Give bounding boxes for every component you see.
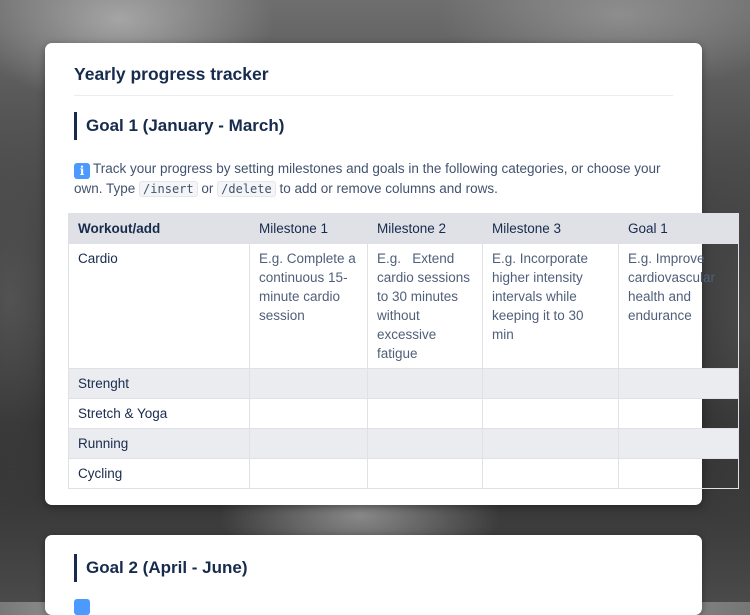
progress-table-container[interactable]	[68, 213, 716, 487]
table-cell[interactable]	[250, 429, 368, 459]
progress-table	[68, 213, 739, 489]
goal-2-card	[45, 535, 702, 615]
table-cell[interactable]	[619, 399, 739, 429]
table-cell[interactable]	[483, 459, 619, 489]
table-cell[interactable]	[368, 459, 483, 489]
goal-2-heading-text: Goal 2 (April - June)	[86, 558, 248, 577]
column-header[interactable]: Milestone 2	[368, 214, 483, 244]
table-row	[69, 459, 739, 489]
table-cell[interactable]	[250, 459, 368, 489]
heading-accent-bar	[74, 554, 77, 582]
table-header-row	[69, 214, 739, 244]
table-cell[interactable]	[619, 429, 739, 459]
info-text-or: or	[197, 181, 218, 196]
table-cell[interactable]	[483, 429, 619, 459]
row-header[interactable]: Strenght	[69, 369, 250, 399]
column-header[interactable]: Milestone 1	[250, 214, 368, 244]
title-divider	[74, 95, 673, 96]
table-cell[interactable]	[619, 369, 739, 399]
table-cell[interactable]	[250, 399, 368, 429]
info-icon: i	[74, 163, 90, 179]
table-cell[interactable]: E.g. Extend cardio sessions to 30 minutes without excessive fatigue	[368, 244, 483, 369]
info-text-before: Track your progress by setting milestones and goals in the following categories, or choose your own. Type	[74, 161, 661, 196]
info-icon	[74, 599, 90, 615]
row-header[interactable]: Running	[69, 429, 250, 459]
goal-2-heading	[74, 554, 248, 582]
table-cell[interactable]	[368, 429, 483, 459]
delete-command: /delete	[217, 181, 276, 197]
table-row	[69, 399, 739, 429]
column-header[interactable]: Milestone 3	[483, 214, 619, 244]
table-cell[interactable]	[483, 399, 619, 429]
table-cell[interactable]	[619, 459, 739, 489]
info-text-after: to add or remove columns and rows.	[275, 181, 498, 196]
insert-command: /insert	[139, 181, 198, 197]
table-cell[interactable]: E.g. Incorporate higher intensity intervals while keeping it to 30 min	[483, 244, 619, 369]
table-row	[69, 429, 739, 459]
goal-1-card	[45, 43, 716, 505]
column-header[interactable]: Goal 1	[619, 214, 739, 244]
table-row	[69, 369, 739, 399]
goal-1-heading-text: Goal 1 (January - March)	[86, 116, 285, 135]
row-header[interactable]: Cycling	[69, 459, 250, 489]
table-cell[interactable]	[483, 369, 619, 399]
table-row	[69, 244, 739, 369]
table-cell[interactable]	[250, 369, 368, 399]
table-cell[interactable]: E.g. Complete a continuous 15-minute cardio session	[250, 244, 368, 369]
column-header[interactable]: Workout/add	[69, 214, 250, 244]
table-cell[interactable]	[368, 399, 483, 429]
heading-accent-bar	[74, 112, 77, 140]
goal-1-heading	[74, 112, 284, 140]
row-header[interactable]: Stretch & Yoga	[69, 399, 250, 429]
table-cell[interactable]: E.g. Improve cardiovascular health and endurance	[619, 244, 739, 369]
info-panel	[74, 159, 674, 199]
table-cell[interactable]	[368, 369, 483, 399]
page-title: Yearly progress tracker	[74, 64, 269, 84]
row-header[interactable]: Cardio	[69, 244, 250, 369]
